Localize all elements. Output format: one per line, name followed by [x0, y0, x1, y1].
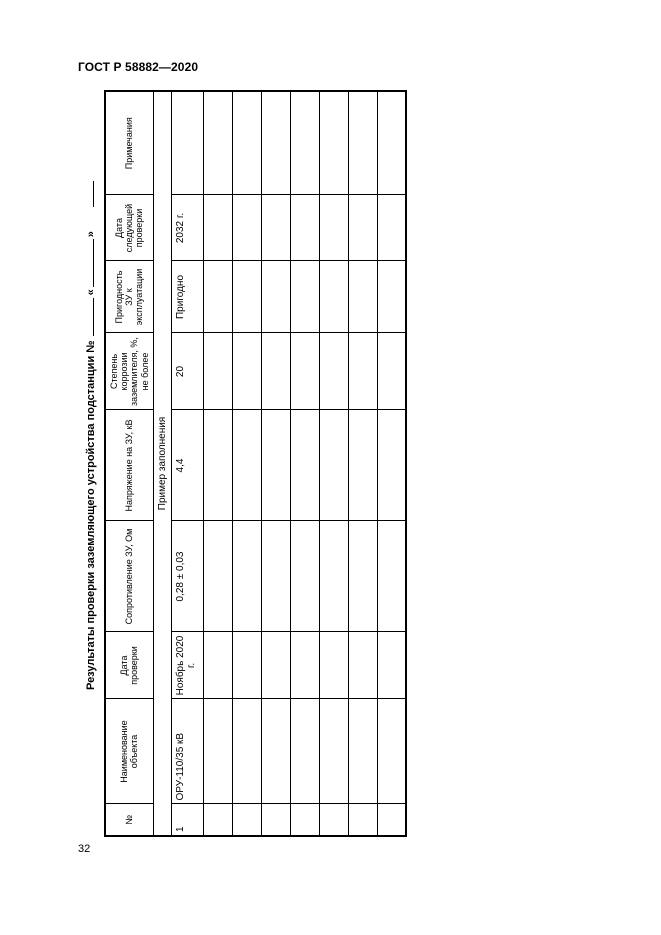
table-cell	[203, 261, 232, 333]
table-cell	[203, 195, 232, 261]
table-cell	[377, 333, 406, 410]
table-cell	[261, 333, 290, 410]
table-cell	[290, 91, 319, 195]
cell-notes	[171, 91, 203, 195]
table-cell	[232, 261, 261, 333]
table-row	[261, 91, 290, 836]
table-title-text: Результаты проверки заземляющего устройства подстанции №	[85, 340, 97, 690]
table-cell	[261, 632, 290, 699]
table-cell	[232, 632, 261, 699]
results-table-wrapper	[104, 92, 381, 837]
table-cell	[319, 91, 348, 195]
table-cell	[290, 699, 319, 804]
table-cell	[319, 632, 348, 699]
cell-date: Ноябрь 2020 г.	[171, 632, 203, 699]
page-number: 32	[78, 843, 91, 855]
table-cell	[261, 195, 290, 261]
table-cell	[348, 804, 377, 836]
example-label-row	[153, 91, 171, 836]
table-cell	[203, 333, 232, 410]
table-cell	[290, 261, 319, 333]
table-cell	[203, 410, 232, 521]
col-header-object: Наименование объекта	[105, 699, 153, 804]
document-header: ГОСТ Р 58882—2020	[78, 60, 199, 74]
table-cell	[261, 804, 290, 836]
table-cell	[232, 699, 261, 804]
cell-suitability: Пригодно	[171, 261, 203, 333]
col-header-suitability: Пригодность ЗУ к эксплуатации	[105, 261, 153, 333]
table-cell	[290, 632, 319, 699]
cell-voltage: 4,4	[171, 410, 203, 521]
col-header-number: №	[105, 804, 153, 836]
table-cell	[290, 804, 319, 836]
table-cell	[319, 195, 348, 261]
table-cell	[319, 804, 348, 836]
table-cell	[290, 521, 319, 632]
table-row	[319, 91, 348, 836]
table-cell	[319, 410, 348, 521]
close-quote: »	[85, 231, 97, 238]
table-cell	[348, 333, 377, 410]
table-cell	[319, 333, 348, 410]
table-cell	[377, 699, 406, 804]
table-cell	[232, 91, 261, 195]
col-header-resistance: Сопротивление ЗУ, Ом	[105, 521, 153, 632]
table-cell	[232, 521, 261, 632]
table-cell	[232, 410, 261, 521]
table-cell	[348, 699, 377, 804]
table-row	[290, 91, 319, 836]
cell-corrosion: 20	[171, 333, 203, 410]
col-header-next-check: Дата следующей проверки	[105, 195, 153, 261]
table-cell	[348, 261, 377, 333]
table-cell	[377, 632, 406, 699]
table-cell	[319, 261, 348, 333]
table-row	[203, 91, 232, 836]
table-cell	[377, 91, 406, 195]
table-cell	[377, 195, 406, 261]
col-header-corrosion: Степень коррозии заземлителя, %, не более	[105, 333, 153, 410]
table-row	[377, 91, 406, 836]
table-cell	[348, 410, 377, 521]
example-label: Пример заполнения	[153, 91, 171, 836]
table-row	[348, 91, 377, 836]
table-cell	[203, 632, 232, 699]
cell-next-check: 2032 г.	[171, 195, 203, 261]
col-header-notes: Примечания	[105, 91, 153, 195]
table-cell	[319, 699, 348, 804]
table-cell	[348, 91, 377, 195]
col-header-voltage: Напряжение на ЗУ, кВ	[105, 410, 153, 521]
month-blank	[83, 181, 94, 207]
blank-rows	[203, 91, 406, 836]
table-cell	[290, 195, 319, 261]
table-cell	[290, 410, 319, 521]
table-row	[171, 91, 203, 836]
cell-resistance: 0,28 ± 0,03	[171, 521, 203, 632]
table-cell	[261, 699, 290, 804]
table-cell	[377, 804, 406, 836]
table-header-row	[105, 91, 153, 836]
table-cell	[203, 699, 232, 804]
table-cell	[232, 333, 261, 410]
results-table	[104, 90, 407, 837]
table-cell	[203, 521, 232, 632]
table-cell	[348, 195, 377, 261]
open-quote: «	[85, 289, 97, 296]
table-cell	[261, 521, 290, 632]
day-blank	[83, 239, 94, 287]
table-cell	[348, 521, 377, 632]
cell-object: ОРУ-110/35 кВ	[171, 699, 203, 804]
table-cell	[232, 195, 261, 261]
table-row	[232, 91, 261, 836]
table-cell	[348, 632, 377, 699]
table-cell	[261, 91, 290, 195]
col-header-date: Дата проверки	[105, 632, 153, 699]
table-cell	[203, 804, 232, 836]
table-cell	[290, 333, 319, 410]
number-blank	[83, 298, 94, 336]
table-title	[83, 70, 97, 690]
table-cell	[319, 521, 348, 632]
table-cell	[377, 521, 406, 632]
table-cell	[377, 410, 406, 521]
table-cell	[261, 261, 290, 333]
table-cell	[203, 91, 232, 195]
table-cell	[377, 261, 406, 333]
table-cell	[232, 804, 261, 836]
table-cell	[261, 410, 290, 521]
cell-number: 1	[171, 804, 203, 836]
